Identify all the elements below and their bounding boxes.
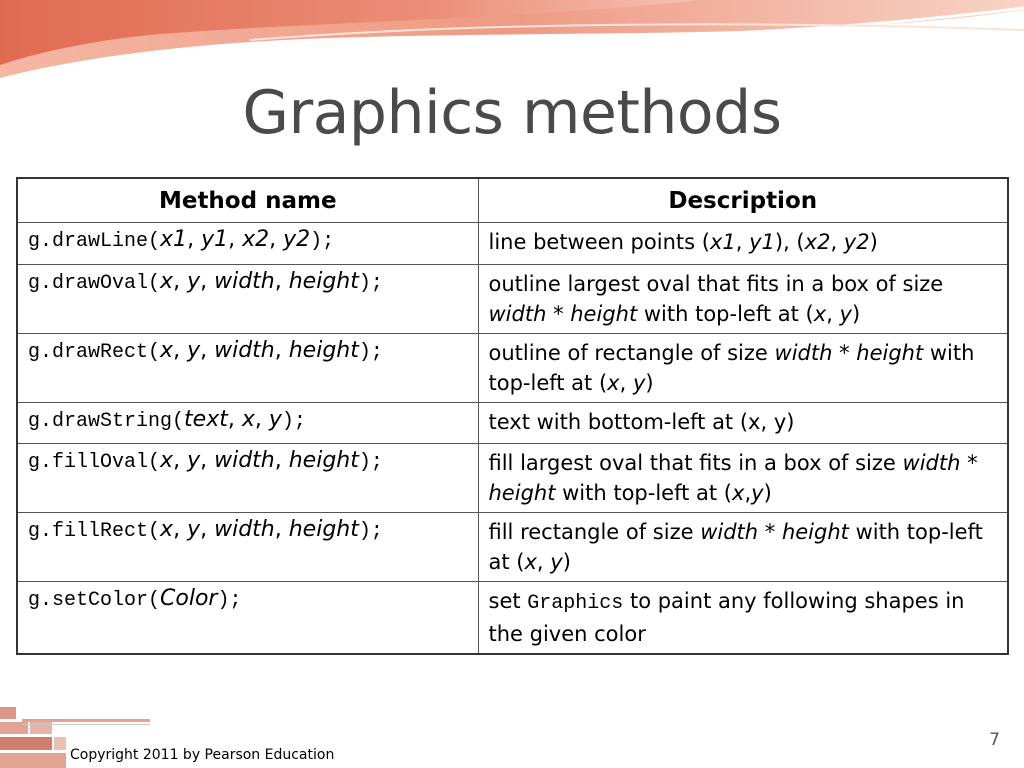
description-text: ), ( — [774, 230, 805, 254]
description-italic: y — [751, 481, 764, 505]
description-italic: height — [856, 341, 924, 365]
method-arg: y2 — [283, 227, 311, 252]
description-cell — [478, 582, 1008, 655]
description-text: , — [826, 302, 840, 326]
description-italic: width — [488, 302, 547, 326]
copyright-notice: Copyright 2011 by Pearson Education — [70, 747, 335, 763]
method-arg: x — [160, 338, 174, 363]
method-suffix: ); — [358, 341, 383, 364]
method-arg: height — [288, 269, 359, 294]
method-suffix: ); — [358, 520, 383, 543]
description-text: text with bottom-left at (x, y) — [488, 410, 795, 434]
table-row — [17, 265, 1008, 334]
description-text: line between points ( — [488, 230, 710, 254]
description-italic: width — [774, 341, 833, 365]
description-italic: y — [839, 302, 852, 326]
method-arg: x — [160, 269, 174, 294]
description-italic: height — [781, 520, 849, 544]
description-text: * — [960, 451, 978, 475]
description-italic: height — [570, 302, 638, 326]
description-text: with top-left at ( — [555, 481, 732, 505]
method-suffix: ); — [217, 589, 242, 612]
table-header-row — [17, 178, 1008, 223]
table-row — [17, 513, 1008, 582]
description-text: with top-left at ( — [488, 520, 983, 574]
method-suffix: ); — [358, 451, 383, 474]
method-prefix: g.fillRect( — [28, 520, 161, 543]
description-text: , — [744, 481, 752, 505]
description-italic: y1 — [749, 230, 775, 254]
method-prefix: g.drawString( — [28, 410, 185, 433]
method-arg: y — [268, 407, 282, 432]
description-italic: x1 — [709, 230, 736, 254]
description-cell — [478, 444, 1008, 513]
description-code: Graphics — [527, 592, 624, 615]
table-row — [17, 334, 1008, 403]
method-cell: g.fillRect(x, y, width, height); — [17, 513, 478, 582]
description-italic: y — [632, 371, 646, 395]
description-italic: y2 — [843, 230, 870, 254]
header-swoosh-decoration — [0, 0, 1024, 90]
slide-title: Graphics methods — [242, 78, 782, 148]
description-italic: x — [524, 550, 537, 574]
description-text: set — [488, 589, 528, 613]
table-row — [17, 403, 1008, 444]
description-text: with top-left at ( — [637, 302, 814, 326]
column-header-method-name: Method name — [17, 178, 478, 223]
method-prefix: g.fillOval( — [28, 451, 161, 474]
description-italic: x — [607, 371, 620, 395]
description-text: fill largest oval that fits in a box of size — [488, 451, 903, 475]
column-header-description: Description — [478, 178, 1008, 223]
method-arg: height — [288, 448, 359, 473]
description-cell — [478, 265, 1008, 334]
method-suffix: ); — [281, 410, 306, 433]
description-italic: width — [700, 520, 759, 544]
description-italic: x2 — [804, 230, 831, 254]
description-text: with top-left at ( — [488, 341, 975, 395]
table-row — [17, 444, 1008, 513]
description-text: ) — [645, 371, 654, 395]
description-text: outline of rectangle of size — [488, 341, 775, 365]
methods-table — [16, 177, 1009, 655]
description-text: ) — [869, 230, 878, 254]
method-arg: Color — [160, 586, 218, 611]
method-prefix: g.drawRect( — [28, 341, 161, 364]
method-cell — [17, 582, 478, 655]
description-cell — [478, 223, 1008, 265]
method-cell: g.drawRect(x, y, width, height); — [17, 334, 478, 403]
description-text: , — [536, 550, 551, 574]
description-cell — [478, 513, 1008, 582]
method-arg: width — [214, 269, 275, 294]
description-text: outline largest oval that fits in a box of size — [488, 272, 944, 296]
description-text: fill rectangle of size — [488, 520, 701, 544]
method-arg: y1 — [201, 227, 229, 252]
method-arg: y — [187, 517, 201, 542]
description-text: , — [735, 230, 750, 254]
method-arg: x1 — [160, 227, 188, 252]
method-prefix: g.drawLine( — [28, 230, 161, 253]
method-suffix: ); — [310, 230, 335, 253]
method-arg: width — [214, 338, 275, 363]
description-text: ) — [562, 550, 571, 574]
description-text: ) — [763, 481, 772, 505]
method-arg: width — [214, 448, 275, 473]
description-cell — [478, 334, 1008, 403]
method-suffix: ); — [358, 272, 383, 295]
description-text: * — [758, 520, 782, 544]
method-arg: x — [160, 517, 174, 542]
method-arg: y — [187, 448, 201, 473]
table-row — [17, 582, 1008, 655]
method-arg: width — [214, 517, 275, 542]
method-cell: g.drawString(text, x, y); — [17, 403, 478, 444]
method-arg: x2 — [242, 227, 270, 252]
description-italic: height — [488, 481, 556, 505]
description-text: to paint any following shapes in the given color — [488, 589, 965, 646]
description-cell — [478, 403, 1008, 444]
description-italic: width — [902, 451, 961, 475]
description-italic: x — [813, 302, 827, 326]
method-cell: g.fillOval(x, y, width, height); — [17, 444, 478, 513]
method-arg: height — [288, 517, 359, 542]
description-text: , — [830, 230, 844, 254]
description-text: , — [619, 371, 633, 395]
description-italic: x — [732, 481, 745, 505]
description-italic: y — [550, 550, 563, 574]
table-row — [17, 223, 1008, 265]
method-arg: y — [187, 338, 201, 363]
method-arg: x — [241, 407, 255, 432]
method-prefix: g.setColor( — [28, 589, 161, 612]
method-arg: height — [288, 338, 359, 363]
method-arg: text — [184, 407, 228, 432]
description-text: * — [546, 302, 571, 326]
method-arg: y — [187, 269, 201, 294]
method-arg: x — [160, 448, 174, 473]
method-cell: g.drawOval(x, y, width, height); — [17, 265, 478, 334]
description-text: ) — [851, 302, 861, 326]
method-cell: g.drawLine(x1, y1, x2, y2); — [17, 223, 478, 265]
page-number: 7 — [989, 730, 1000, 750]
method-prefix: g.drawOval( — [28, 272, 161, 295]
description-text: * — [832, 341, 857, 365]
